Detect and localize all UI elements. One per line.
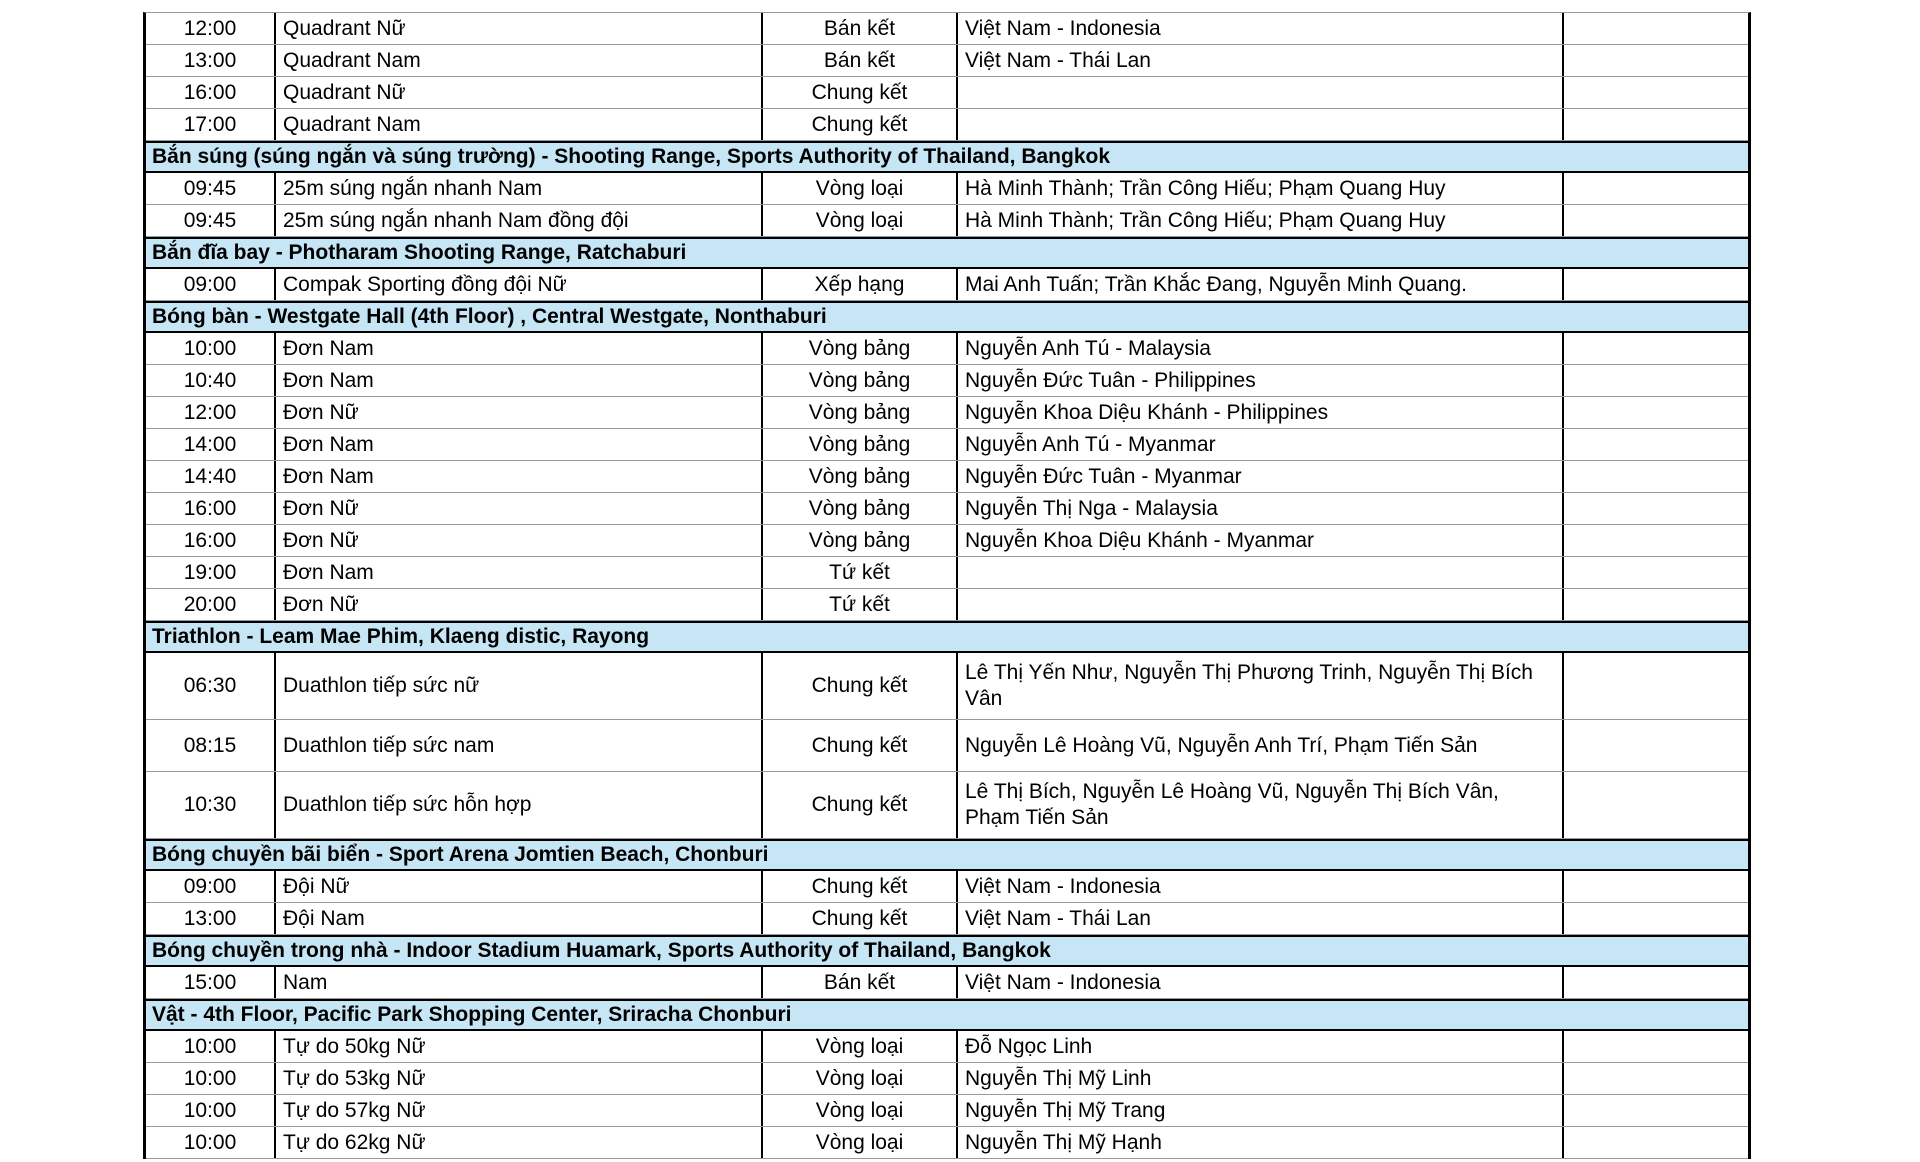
schedule-row <box>146 1031 1748 1063</box>
cell-participants: Nguyễn Đức Tuân - Philippines <box>956 365 1562 396</box>
schedule-row <box>146 333 1748 365</box>
cell-round: Vòng bảng <box>761 397 956 428</box>
cell-event: Quadrant Nam <box>274 109 761 140</box>
cell-round: Chung kết <box>761 109 956 140</box>
cell-round: Tứ kết <box>761 589 956 620</box>
cell-event: Đội Nam <box>274 903 761 934</box>
cell-time: 12:00 <box>183 16 237 40</box>
cell-round: Chung kết <box>761 720 956 771</box>
section-header: Vật - 4th Floor, Pacific Park Shopping Center, Sriracha Chonburi <box>146 999 1748 1031</box>
schedule-row <box>146 525 1748 557</box>
schedule-row <box>146 720 1748 772</box>
cell-extra <box>1562 13 1748 44</box>
cell-participants: Việt Nam - Thái Lan <box>956 903 1562 934</box>
cell-extra <box>1562 1031 1748 1062</box>
cell-participants: Nguyễn Thị Mỹ Trang <box>956 1095 1562 1126</box>
cell-participants: Nguyễn Lê Hoàng Vũ, Nguyễn Anh Trí, Phạm Tiến Sản <box>956 720 1562 771</box>
cell-participants: Nguyễn Anh Tú - Malaysia <box>956 333 1562 364</box>
cell-event: Tự do 57kg Nữ <box>274 1095 761 1126</box>
cell-participants: Nguyễn Đức Tuân - Myanmar <box>956 461 1562 492</box>
schedule-row <box>146 1127 1748 1159</box>
cell-event: Đơn Nam <box>274 557 761 588</box>
cell-participants: Nguyễn Khoa Diệu Khánh - Philippines <box>956 397 1562 428</box>
cell-extra <box>1562 525 1748 556</box>
cell-extra <box>1562 333 1748 364</box>
cell-round: Chung kết <box>761 77 956 108</box>
cell-event: Đơn Nam <box>274 333 761 364</box>
cell-participants: Việt Nam - Indonesia <box>956 871 1562 902</box>
cell-round: Vòng loại <box>761 173 956 204</box>
schedule-row <box>146 429 1748 461</box>
cell-round: Chung kết <box>761 772 956 838</box>
cell-round: Chung kết <box>761 871 956 902</box>
cell-round: Vòng bảng <box>761 493 956 524</box>
cell-extra <box>1562 720 1748 771</box>
cell-event: Duathlon tiếp sức nam <box>274 720 761 771</box>
schedule-table <box>143 12 1751 1159</box>
cell-round: Tứ kết <box>761 557 956 588</box>
schedule-row <box>146 493 1748 525</box>
cell-participants: Mai Anh Tuấn; Trần Khắc Đang, Nguyễn Minh Quang. <box>956 269 1562 300</box>
cell-extra <box>1562 772 1748 838</box>
cell-extra <box>1562 461 1748 492</box>
cell-time: 10:00 <box>183 1066 237 1090</box>
cell-time: 20:00 <box>183 592 237 616</box>
cell-round: Vòng loại <box>761 1095 956 1126</box>
cell-extra <box>1562 653 1748 719</box>
cell-round: Vòng loại <box>761 205 956 236</box>
cell-participants <box>956 109 1562 140</box>
cell-extra <box>1562 205 1748 236</box>
schedule-row <box>146 365 1748 397</box>
cell-time: 15:00 <box>183 970 237 994</box>
cell-event: Đơn Nam <box>274 461 761 492</box>
cell-time: 10:00 <box>183 1098 237 1122</box>
cell-extra <box>1562 429 1748 460</box>
schedule-row <box>146 173 1748 205</box>
schedule-row <box>146 772 1748 839</box>
cell-time: 14:40 <box>183 464 237 488</box>
cell-time: 10:00 <box>183 336 237 360</box>
cell-round: Vòng loại <box>761 1127 956 1158</box>
section-header: Bắn súng (súng ngắn và súng trường) - Shooting Range, Sports Authority of Thailand, Bangkok <box>146 141 1748 173</box>
cell-extra <box>1562 589 1748 620</box>
schedule-row <box>146 205 1748 237</box>
cell-extra <box>1562 109 1748 140</box>
section-header: Triathlon - Leam Mae Phim, Klaeng distic, Rayong <box>146 621 1748 653</box>
cell-extra <box>1562 397 1748 428</box>
cell-event: Đội Nữ <box>274 871 761 902</box>
cell-participants: Lê Thị Yến Như, Nguyễn Thị Phương Trinh, Nguyễn Thị Bích Vân <box>956 653 1562 719</box>
cell-event: 25m súng ngắn nhanh Nam <box>274 173 761 204</box>
cell-time: 12:00 <box>183 400 237 424</box>
schedule-row <box>146 77 1748 109</box>
cell-event: Đơn Nam <box>274 429 761 460</box>
cell-participants: Việt Nam - Thái Lan <box>956 45 1562 76</box>
cell-participants: Hà Minh Thành; Trần Công Hiếu; Phạm Quang Huy <box>956 205 1562 236</box>
schedule-row <box>146 871 1748 903</box>
schedule-row <box>146 397 1748 429</box>
cell-time: 16:00 <box>183 496 237 520</box>
cell-extra <box>1562 903 1748 934</box>
cell-round: Bán kết <box>761 45 956 76</box>
schedule-row <box>146 967 1748 999</box>
cell-round: Bán kết <box>761 13 956 44</box>
cell-round: Xếp hạng <box>761 269 956 300</box>
section-header: Bóng chuyền trong nhà - Indoor Stadium Huamark, Sports Authority of Thailand, Bangkok <box>146 935 1748 967</box>
cell-extra <box>1562 1095 1748 1126</box>
section-header: Bắn đĩa bay - Photharam Shooting Range, Ratchaburi <box>146 237 1748 269</box>
cell-participants: Việt Nam - Indonesia <box>956 967 1562 998</box>
cell-extra <box>1562 173 1748 204</box>
cell-extra <box>1562 557 1748 588</box>
schedule-row <box>146 269 1748 301</box>
schedule-row <box>146 1063 1748 1095</box>
cell-time: 16:00 <box>183 528 237 552</box>
schedule-row <box>146 557 1748 589</box>
cell-round: Bán kết <box>761 967 956 998</box>
schedule-row <box>146 45 1748 77</box>
cell-round: Vòng bảng <box>761 333 956 364</box>
schedule-row <box>146 903 1748 935</box>
cell-time: 09:45 <box>183 176 237 200</box>
schedule-row <box>146 653 1748 720</box>
cell-time: 09:00 <box>183 874 237 898</box>
cell-time: 16:00 <box>183 80 237 104</box>
section-header: Bóng bàn - Westgate Hall (4th Floor) , Central Westgate, Nonthaburi <box>146 301 1748 333</box>
cell-extra <box>1562 45 1748 76</box>
cell-event: Đơn Nữ <box>274 525 761 556</box>
cell-time: 10:30 <box>183 793 237 816</box>
cell-participants: Hà Minh Thành; Trần Công Hiếu; Phạm Quang Huy <box>956 173 1562 204</box>
cell-extra <box>1562 269 1748 300</box>
cell-event: Quadrant Nam <box>274 45 761 76</box>
cell-participants: Lê Thị Bích, Nguyễn Lê Hoàng Vũ, Nguyễn Thị Bích Vân, Phạm Tiến Sản <box>956 772 1562 838</box>
cell-time: 17:00 <box>183 112 237 136</box>
cell-time: 10:00 <box>183 1130 237 1154</box>
cell-event: Tự do 53kg Nữ <box>274 1063 761 1094</box>
cell-event: Tự do 62kg Nữ <box>274 1127 761 1158</box>
cell-round: Chung kết <box>761 903 956 934</box>
cell-extra <box>1562 871 1748 902</box>
cell-time: 09:45 <box>183 208 237 232</box>
cell-round: Vòng bảng <box>761 461 956 492</box>
cell-participants: Nguyễn Thị Nga - Malaysia <box>956 493 1562 524</box>
cell-extra <box>1562 77 1748 108</box>
cell-round: Chung kết <box>761 653 956 719</box>
schedule-row <box>146 109 1748 141</box>
cell-participants: Việt Nam - Indonesia <box>956 13 1562 44</box>
cell-participants <box>956 557 1562 588</box>
cell-event: Đơn Nữ <box>274 589 761 620</box>
cell-time: 10:40 <box>183 368 237 392</box>
cell-time: 10:00 <box>183 1034 237 1058</box>
cell-time: 08:15 <box>183 733 237 757</box>
cell-round: Vòng bảng <box>761 365 956 396</box>
cell-time: 13:00 <box>183 906 237 930</box>
cell-participants: Nguyễn Thị Mỹ Linh <box>956 1063 1562 1094</box>
cell-round: Vòng bảng <box>761 429 956 460</box>
cell-participants: Nguyễn Khoa Diệu Khánh - Myanmar <box>956 525 1562 556</box>
cell-event: Duathlon tiếp sức hỗn hợp <box>274 772 761 838</box>
cell-event: Đơn Nam <box>274 365 761 396</box>
cell-event: 25m súng ngắn nhanh Nam đồng đội <box>274 205 761 236</box>
cell-time: 14:00 <box>183 432 237 456</box>
cell-time: 13:00 <box>183 48 237 72</box>
cell-extra <box>1562 967 1748 998</box>
cell-extra <box>1562 493 1748 524</box>
cell-round: Vòng bảng <box>761 525 956 556</box>
cell-extra <box>1562 365 1748 396</box>
cell-round: Vòng loại <box>761 1063 956 1094</box>
cell-participants: Nguyễn Thị Mỹ Hạnh <box>956 1127 1562 1158</box>
cell-time: 19:00 <box>183 560 237 584</box>
cell-participants <box>956 77 1562 108</box>
cell-extra <box>1562 1063 1748 1094</box>
schedule-row <box>146 461 1748 493</box>
cell-participants: Đỗ Ngọc Linh <box>956 1031 1562 1062</box>
cell-extra <box>1562 1127 1748 1158</box>
section-header: Bóng chuyền bãi biển - Sport Arena Jomtien Beach, Chonburi <box>146 839 1748 871</box>
schedule-row <box>146 1095 1748 1127</box>
cell-time: 06:30 <box>183 674 237 697</box>
cell-event: Nam <box>274 967 761 998</box>
cell-round: Vòng loại <box>761 1031 956 1062</box>
cell-time: 09:00 <box>183 272 237 296</box>
schedule-row <box>146 13 1748 45</box>
cell-event: Đơn Nữ <box>274 493 761 524</box>
cell-event: Tự do 50kg Nữ <box>274 1031 761 1062</box>
cell-participants <box>956 589 1562 620</box>
cell-event: Compak Sporting đồng đội Nữ <box>274 269 761 300</box>
schedule-row <box>146 589 1748 621</box>
cell-event: Đơn Nữ <box>274 397 761 428</box>
cell-event: Quadrant Nữ <box>274 77 761 108</box>
cell-event: Quadrant Nữ <box>274 13 761 44</box>
cell-participants: Nguyễn Anh Tú - Myanmar <box>956 429 1562 460</box>
cell-event: Duathlon tiếp sức nữ <box>274 653 761 719</box>
